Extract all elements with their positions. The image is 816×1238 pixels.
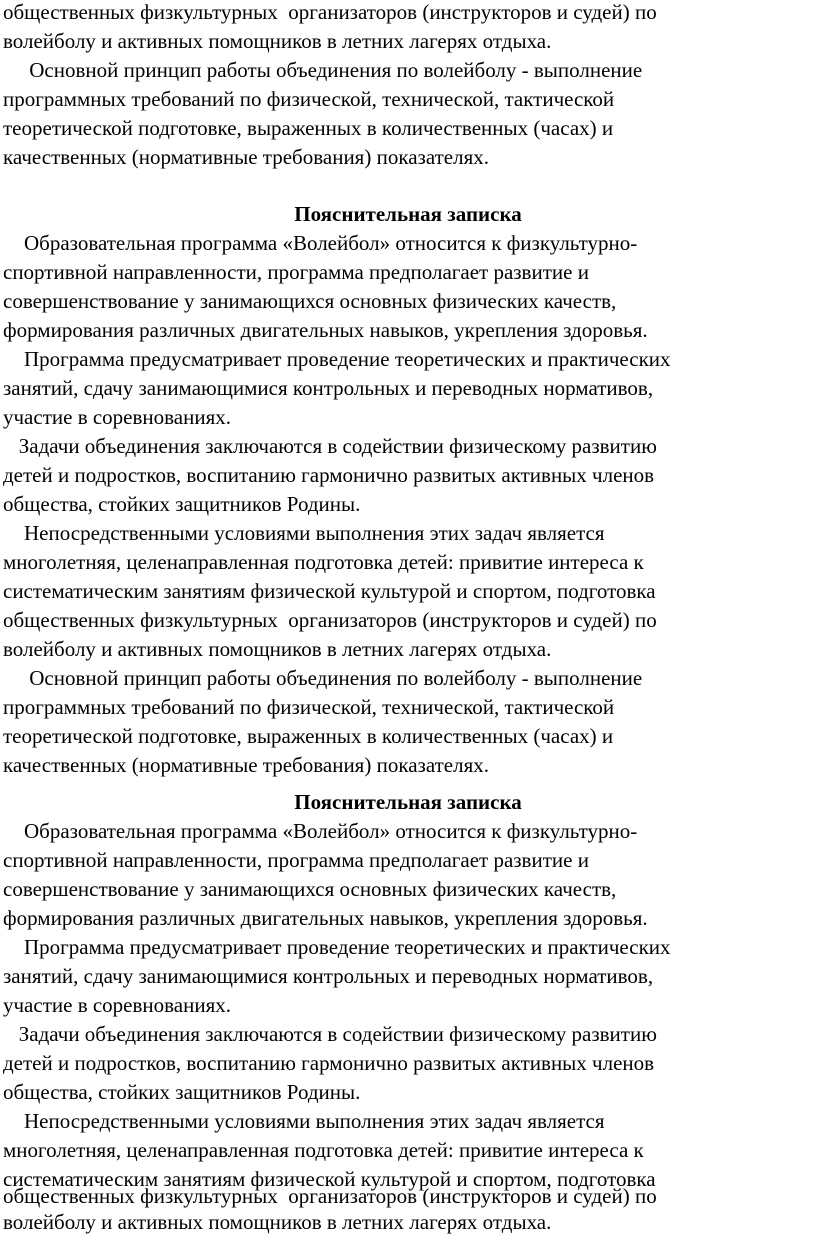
text-line: волейболу и активных помощников в летних лагерях отдыха. [3, 637, 552, 661]
text-line: занятий, сдачу занимающимися контрольных и переводных нормативов, [3, 376, 654, 400]
text-line: волейболу и активных помощников в летних лагерях отдыха. [3, 1210, 552, 1234]
text-line: Образовательная программа «Волейбол» относится к физкультурно- [3, 819, 638, 843]
text-line: формирования различных двигательных навыков, укрепления здоровья. [3, 318, 648, 342]
text-line: совершенствование у занимающихся основных физических качеств, [3, 289, 617, 313]
text-line: систематическим занятиям физической культурой и спортом, подготовка [3, 579, 656, 603]
text-line: Программа предусматривает проведение теоретических и практических [3, 935, 671, 959]
text-line: теоретической подготовке, выраженных в количественных (часах) и [3, 724, 614, 748]
text-line: программных требований по физической, технической, тактической [3, 695, 615, 719]
section-heading: Пояснительная записка [294, 202, 522, 226]
text-line: Образовательная программа «Волейбол» относится к физкультурно- [3, 231, 638, 255]
text-line: детей и подростков, воспитанию гармонично развитых активных членов [3, 1051, 655, 1075]
text-line: формирования различных двигательных навыков, укрепления здоровья. [3, 906, 648, 930]
text-line: систематическим занятиям физической культурой и спортом, подготовка [3, 1167, 656, 1191]
text-line: общества, стойких защитников Родины. [3, 1080, 361, 1104]
text-line: общества, стойких защитников Родины. [3, 492, 361, 516]
text-line: занятий, сдачу занимающимися контрольных и переводных нормативов, [3, 964, 654, 988]
text-line: Основной принцип работы объединения по волейболу - выполнение [3, 666, 643, 690]
text-line: участие в соревнованиях. [3, 993, 231, 1017]
text-line: многолетняя, целенаправленная подготовка детей: привитие интереса к [3, 1138, 644, 1162]
text-line: участие в соревнованиях. [3, 405, 231, 429]
section-heading: Пояснительная записка [294, 790, 522, 814]
text-line: волейболу и активных помощников в летних лагерях отдыха. [3, 29, 552, 53]
text-line: совершенствование у занимающихся основных физических качеств, [3, 877, 617, 901]
text-line: Непосредственными условиями выполнения этих задач является [3, 1109, 605, 1133]
text-line: теоретической подготовке, выраженных в количественных (часах) и [3, 116, 614, 140]
text-line: общественных физкультурных организаторов (инструкторов и судей) по [3, 608, 657, 632]
text-line: Задачи объединения заключаются в содействии физическому развитию [3, 1022, 657, 1046]
text-line: качественных (нормативные требования) показателях. [3, 145, 489, 169]
text-line: спортивной направленности, программа предполагает развитие и [3, 260, 589, 284]
text-line: Задачи объединения заключаются в содействии физическому развитию [3, 434, 657, 458]
text-line: качественных (нормативные требования) показателях. [3, 753, 489, 777]
text-line: детей и подростков, воспитанию гармонично развитых активных членов [3, 463, 655, 487]
text-line: Основной принцип работы объединения по волейболу - выполнение [3, 58, 643, 82]
text-line: программных требований по физической, технической, тактической [3, 87, 615, 111]
text-line: спортивной направленности, программа предполагает развитие и [3, 848, 589, 872]
text-line: общественных физкультурных организаторов (инструкторов и судей) по [3, 1184, 657, 1208]
text-line: Программа предусматривает проведение теоретических и практических [3, 347, 671, 371]
text-line: общественных физкультурных организаторов (инструкторов и судей) по [3, 0, 657, 24]
text-line: Непосредственными условиями выполнения этих задач является [3, 521, 605, 545]
text-line: многолетняя, целенаправленная подготовка детей: привитие интереса к [3, 550, 644, 574]
